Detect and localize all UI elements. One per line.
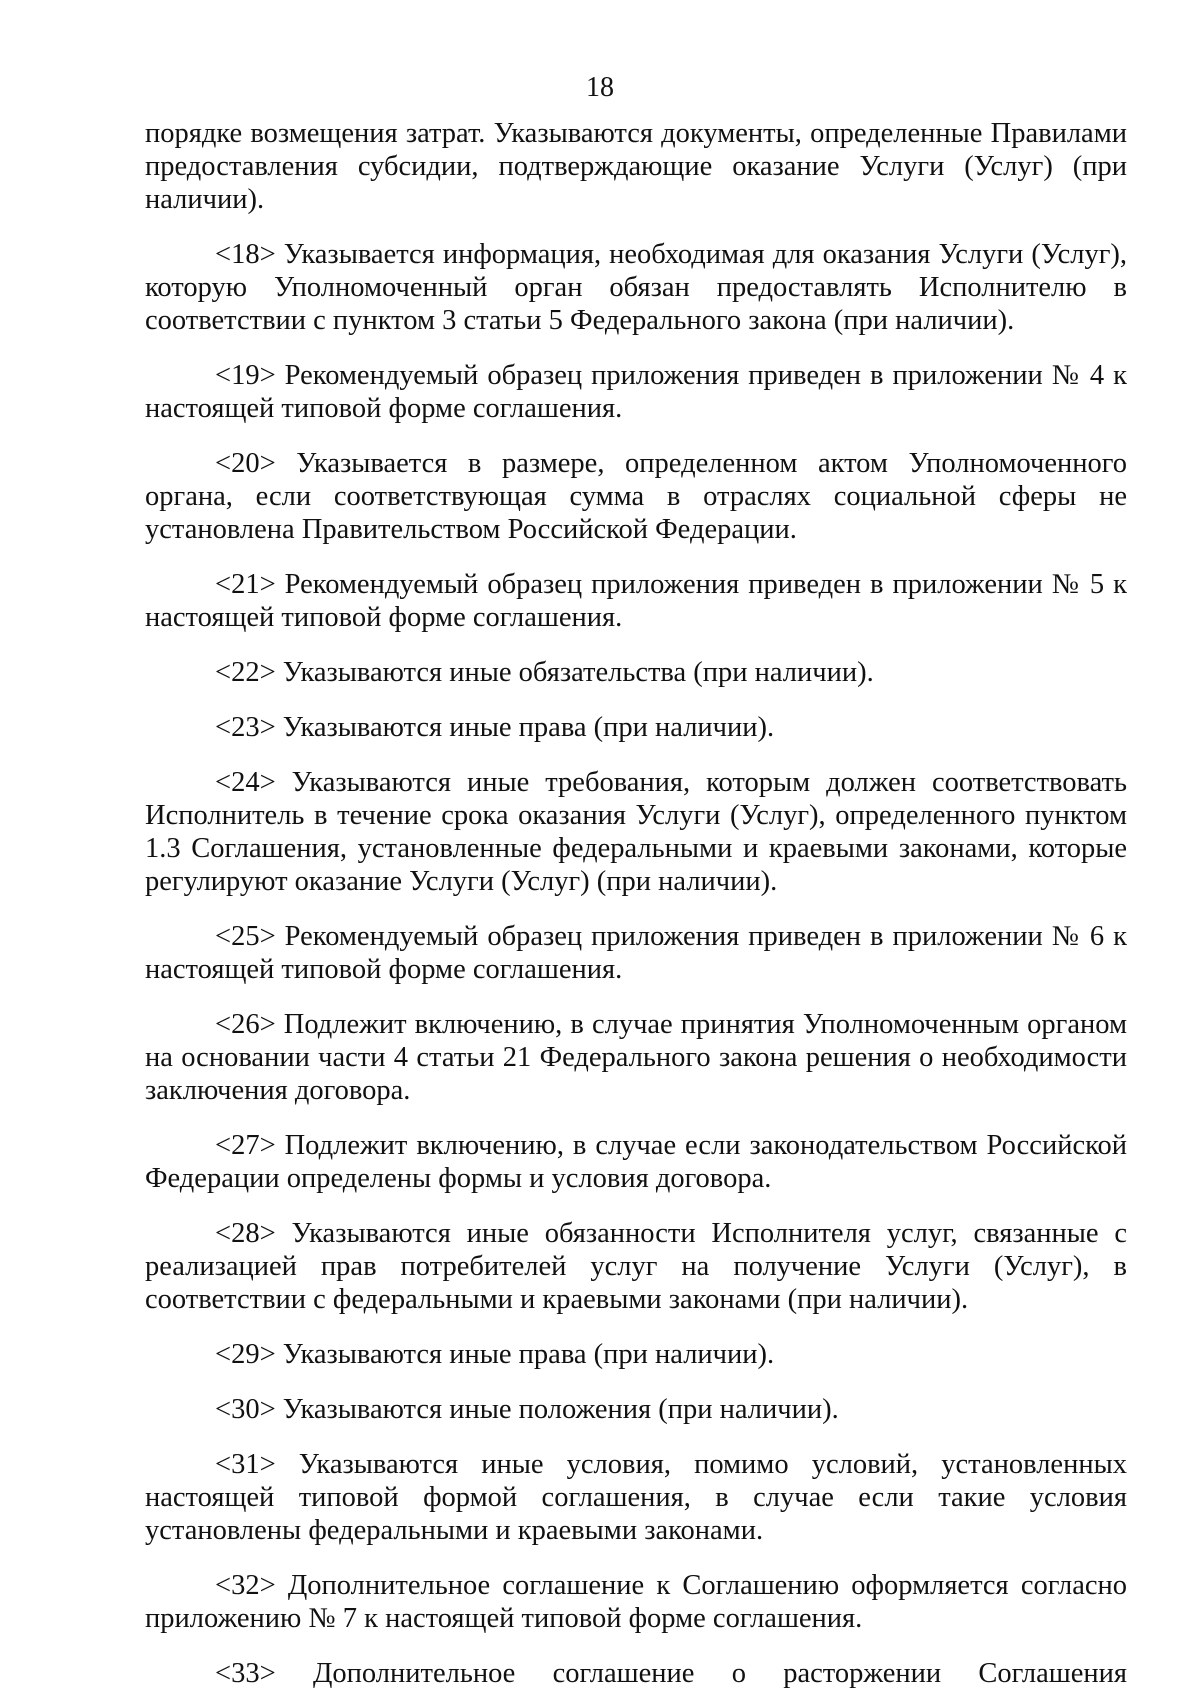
footnote-25: <25> Рекомендуемый образец приложения приведен в приложении № 6 к настоящей типовой форме соглашения.: [145, 921, 1127, 985]
footnote-21: <21> Рекомендуемый образец приложения приведен в приложении № 5 к настоящей типовой форме соглашения.: [145, 569, 1127, 633]
footnote-23: <23> Указываются иные права (при наличии).: [215, 712, 775, 743]
page-number: 18: [586, 72, 614, 103]
text-body: [145, 117, 1127, 1690]
footnote-27: <27> Подлежит включению, в случае если законодательством Российской Федерации определены формы и условия договора.: [145, 1130, 1127, 1194]
footnote-29: <29> Указываются иные права (при наличии).: [215, 1339, 775, 1370]
footnote-31: <31> Указываются иные условия, помимо условий, установленных настоящей типовой формой соглашения, в случае если такие условия установлены федеральными и краевыми законами.: [145, 1449, 1127, 1546]
footnote-19: <19> Рекомендуемый образец приложения приведен в приложении № 4 к настоящей типовой форме соглашения.: [145, 360, 1127, 424]
footnote-18: <18> Указывается информация, необходимая для оказания Услуги (Услуг), которую Уполномоченный орган обязан предоставлять Исполнителю в соответствии с пунктом 3 статьи 5 Федерального закона (при наличии).: [145, 239, 1127, 336]
footnote-22: <22> Указываются иные обязательства (при наличии).: [215, 657, 874, 688]
footnote-20: <20> Указывается в размере, определенном актом Уполномоченного органа, если соответствующая сумма в отраслях социальной сферы не установлена Правительством Российской Федерации.: [145, 448, 1127, 545]
footnote-26: <26> Подлежит включению, в случае принятия Уполномоченным органом на основании части 4 статьи 21 Федерального закона решения о необходимости заключения договора.: [145, 1009, 1127, 1106]
paragraph-continuation: порядке возмещения затрат. Указываются документы, определенные Правилами предоставления субсидии, подтверждающие оказание Услуги (Услуг) (при наличии).: [145, 118, 1127, 215]
footnote-30: <30> Указываются иные положения (при наличии).: [215, 1394, 839, 1425]
footnote-24: <24> Указываются иные требования, которым должен соответствовать Исполнитель в течение срока оказания Услуги (Услуг), определенного пунктом 1.3 Соглашения, установленные федеральными и краевыми законами, которые регулируют оказание Услуги (Услуг) (при наличии).: [145, 767, 1127, 897]
footnote-28: <28> Указываются иные обязанности Исполнителя услуг, связанные с реализацией прав потребителей услуг на получение Услуги (Услуг), в соответствии с федеральными и краевыми законами (при наличии).: [145, 1218, 1127, 1315]
footnote-32: <32> Дополнительное соглашение к Соглашению оформляется согласно приложению № 7 к настоящей типовой форме соглашения.: [145, 1570, 1127, 1634]
footnote-33: <33> Дополнительное соглашение о расторжении Соглашения: [215, 1658, 1127, 1689]
